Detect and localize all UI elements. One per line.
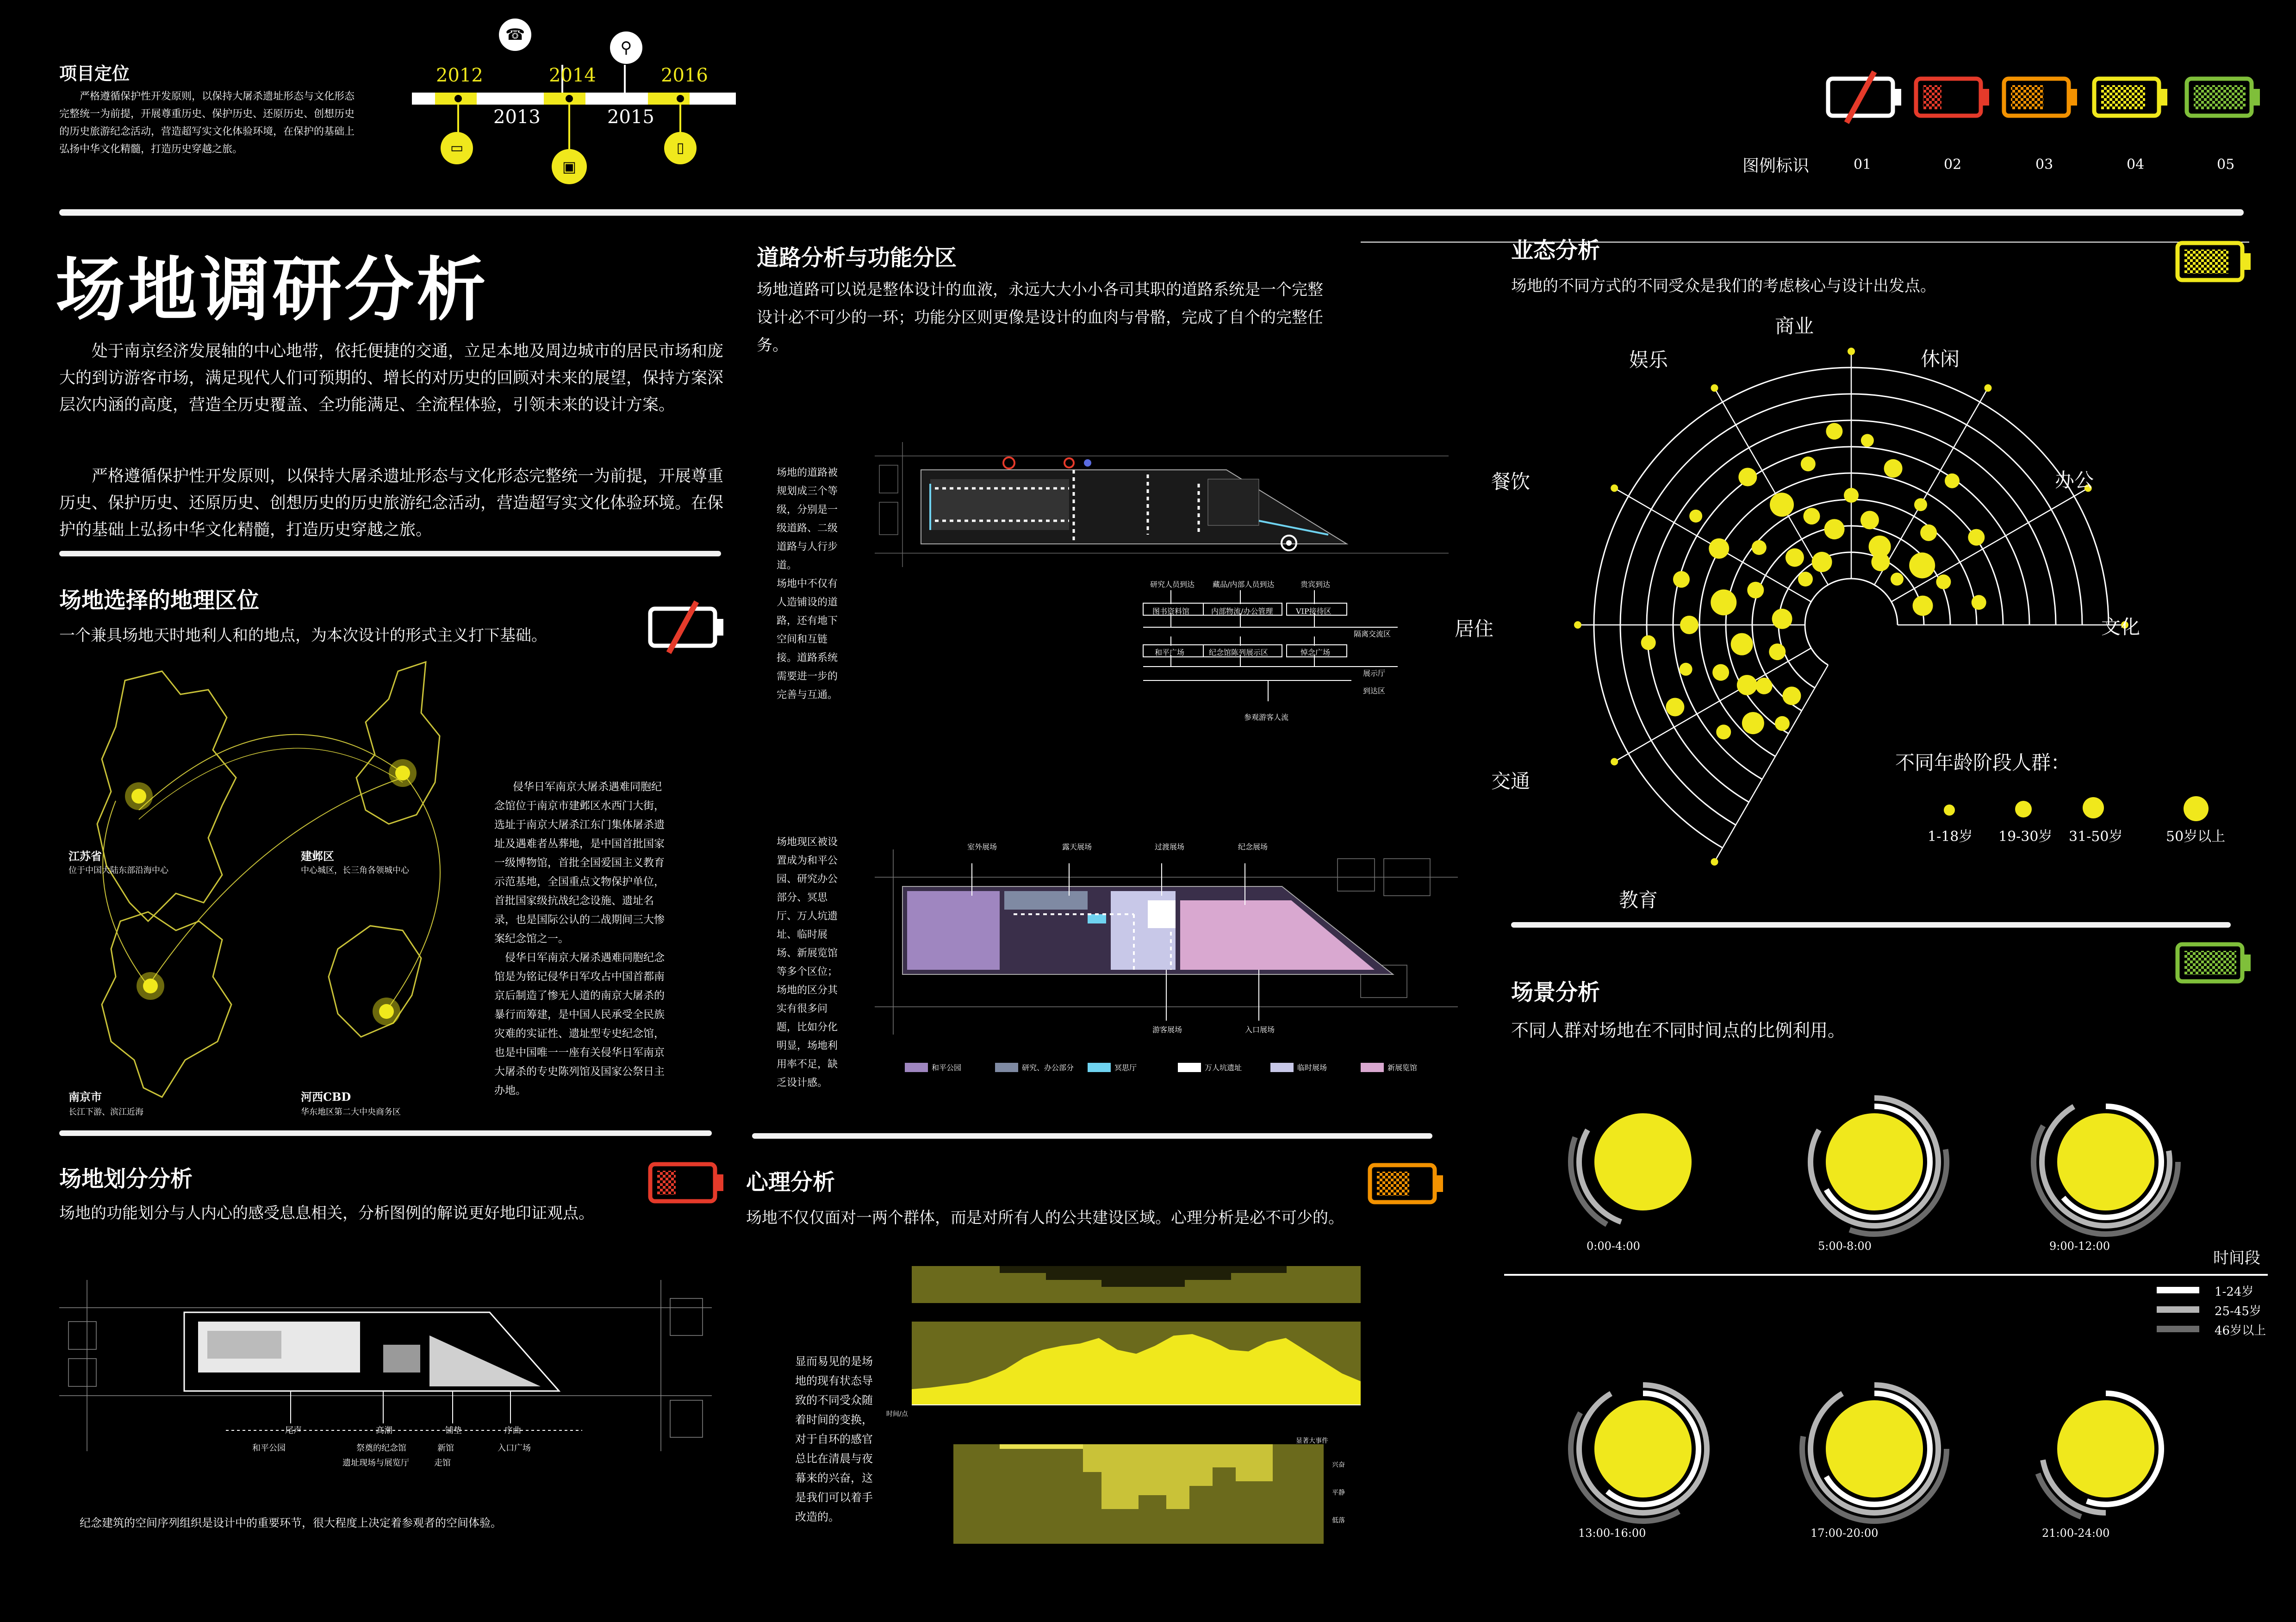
psych-chart xyxy=(907,1261,1370,1419)
phone-icon: ☎ xyxy=(499,19,531,51)
scene-legend-swatch-1 xyxy=(2157,1287,2199,1293)
axis-label-yule: 娱乐 xyxy=(1629,349,1668,371)
main-paragraph-2: 严格遵循保护性开发原则，以保持大屠杀遗址形态与文化形态完整统一为前提，开展尊重历史、保护历史、还原历史、创想历史的历史旅游纪念活动，营造超写实文化体验环境。在保护的基础上弘扬中华文化精髓，打造历史穿越之旅。 xyxy=(59,467,724,539)
radar-dot xyxy=(1747,582,1764,599)
year-2015: 2015 xyxy=(607,106,654,128)
search-icon: ⚲ xyxy=(610,31,642,64)
psych-chart-2 xyxy=(949,1440,1328,1546)
road-heading: 道路分析与功能分区 xyxy=(757,245,957,271)
scene-time-4: 13:00-16:00 xyxy=(1578,1527,1646,1540)
axis-label-canyin: 餐饮 xyxy=(1491,470,1531,493)
zone-plan xyxy=(875,849,1458,1035)
battery-01-icon xyxy=(643,593,736,657)
zone-bottom-2: 入口展场 xyxy=(1245,1025,1275,1034)
battery-04-icon xyxy=(2171,231,2263,292)
division-seq-3: 新馆 xyxy=(437,1443,454,1453)
axis-label-bangong: 办公 xyxy=(2055,469,2094,492)
flow-mid-1: 图书资料馆 xyxy=(1152,607,1190,616)
radar-dot xyxy=(1844,488,1859,503)
location-desc: 侵华日军南京大屠杀遇难同胞纪念馆位于南京市建邺区水西门大街，选址于南京大屠杀江东门集体屠杀遗址及遇难者丛葬地，是中国首批国家一级博物馆，首批全国爱国主义教育示范基地，全国重点文物保护单位，首批国家级抗战纪念设施、遗址名录，也是国际公认的二战期间三大惨案纪念馆之一。 侵华日军南京大屠杀遇难同胞纪念馆是为铭记侵华日军攻占中国首都南京后制造了惨无人道的南京大屠杀的暴行而筹建，是中国人民承受全民族灾难的实证性、遗址型专史纪念馆，也是中国唯一一座有关侵华日军南京大屠杀的专史陈列馆及国家公祭日主办地。 xyxy=(494,781,665,1097)
legend-01: 01 xyxy=(1854,156,1872,173)
flow-mid-3: VIP接待区 xyxy=(1296,607,1332,616)
radar-dot xyxy=(1801,456,1816,471)
zone-top-2: 露天展场 xyxy=(1062,842,1092,851)
axis-label-wenhua: 文化 xyxy=(2101,616,2140,638)
flow-top-3: 贵宾到达 xyxy=(1300,580,1331,589)
loc-label-hexi: 河西CBD xyxy=(301,1090,351,1104)
age-label-3: 31-50岁 xyxy=(2069,829,2123,845)
radar-dot xyxy=(1775,716,1790,731)
flow-mid-2: 内部物流/办公管理 xyxy=(1211,607,1273,616)
radar-dot xyxy=(1673,571,1690,588)
scene-heading: 场景分析 xyxy=(1511,979,1600,1005)
scene-core xyxy=(1826,1113,1923,1210)
age-title: 不同年龄阶段人群： xyxy=(1895,751,2071,774)
scene-time-1: 0:00-4:00 xyxy=(1587,1240,1640,1253)
loc-desc-hexi: 华东地区第二大中央商务区 xyxy=(301,1107,401,1117)
legend-04: 04 xyxy=(2127,156,2145,173)
age-dot-2 xyxy=(2015,801,2032,817)
laptop-icon: ▭ xyxy=(441,132,473,164)
divider-mid xyxy=(752,1133,1432,1139)
zone-legend-4: 万人坑遗址 xyxy=(1205,1063,1242,1072)
psych2-row-3: 低落 xyxy=(1332,1517,1345,1524)
battery-05-icon xyxy=(2187,79,2260,116)
legend-03: 03 xyxy=(2035,156,2053,173)
battery-03-icon xyxy=(1363,1154,1456,1214)
zone-swatch-5 xyxy=(1270,1063,1294,1072)
radar-dot xyxy=(1824,519,1845,539)
location-map xyxy=(69,643,541,1129)
zone-legend-6: 新展览馆 xyxy=(1388,1063,1418,1072)
division-seq-1: 和平公园 xyxy=(252,1443,286,1453)
zone-legend xyxy=(905,1061,1460,1075)
psych-heading: 心理分析 xyxy=(746,1169,835,1195)
radar-dot xyxy=(1731,633,1753,655)
age-dot-4 xyxy=(2184,796,2209,821)
division-label-1: 尾声 xyxy=(285,1426,302,1435)
radar-dot xyxy=(1641,635,1656,650)
scene-core xyxy=(1826,1400,1923,1497)
zone-top-3: 过渡展场 xyxy=(1155,842,1185,851)
radar-dot xyxy=(1769,643,1786,660)
loc-desc-jianye: 中心城区，长三角各领城中心 xyxy=(301,866,409,875)
flow-right-1: 隔离交流区 xyxy=(1354,630,1391,638)
division-seq-4: 入口广场 xyxy=(498,1443,531,1453)
project-heading: 项目定位 xyxy=(59,63,130,84)
battery-03-icon xyxy=(2004,79,2077,116)
battery-04-icon xyxy=(2094,79,2167,116)
flow-top-1: 研究人员到达 xyxy=(1150,580,1195,589)
age-label-4: 50岁以上 xyxy=(2166,829,2226,845)
radar-dot xyxy=(1770,493,1794,517)
radar-dot xyxy=(1884,459,1903,478)
radar-axis-end xyxy=(1611,485,1618,492)
year-2013: 2013 xyxy=(493,106,541,128)
radar-dot xyxy=(1738,468,1757,487)
axis-label-xiuxian: 休闲 xyxy=(1921,348,1960,370)
year-2014: 2014 xyxy=(549,65,596,86)
division-text: 场地的功能划分与人内心的感受息息相关，分析图例的解说更好地印证观点。 xyxy=(59,1204,594,1223)
radar-dot xyxy=(1914,498,1927,511)
zone-swatch-4 xyxy=(1178,1063,1201,1072)
battery-01-icon xyxy=(1828,72,1901,123)
road-side-2: 场地现区被设置成为和平公园、研究办公部分、冥思厅、万人坑遗址、临时展场、新展览馆等多个区位； 场地的区分其实有很多问题，比如分化明显，场地利用率不足，缺乏设计感。 xyxy=(777,836,838,1089)
radar-dot xyxy=(1803,508,1820,524)
scene-time-3: 9:00-12:00 xyxy=(2049,1240,2110,1253)
radar-dot xyxy=(1712,664,1729,681)
zone-top-1: 室外展场 xyxy=(967,842,997,851)
flow-bottom: 参观游客人流 xyxy=(1244,713,1289,722)
radar-axis-end xyxy=(1985,384,1992,392)
division-label-2: 高潮 xyxy=(376,1426,392,1435)
project-text: 严格遵循保护性开发原则，以保持大屠杀遗址形态与文化形态完整统一为前提，开展尊重历史、保护历史、还原历史、创想历史的历史旅游纪念活动，营造超写实文化体验环境，在保护的基础上弘扬中华文化精髓，打造历史穿越之旅。 xyxy=(59,91,355,155)
radar-dot xyxy=(1742,712,1764,734)
road-side-1: 场地的道路被规划成三个等级，分别是一级道路、二级道路与人行步道。 场地中不仅有人造铺设的道路，还有地下空间和互链接。道路系统需要进一步的完善与互通。 xyxy=(777,467,838,701)
radar-dot xyxy=(1709,538,1729,559)
radar-axis-end xyxy=(1711,858,1718,866)
radar-ring xyxy=(1805,579,1898,665)
scene-clocks xyxy=(1504,1065,2268,1574)
main-paragraph-1: 处于南京经济发展轴的中心地带，依托便捷的交通，立足本地及周边城市的居民市场和庞大的到访游客市场，满足现代人们可预期的、增长的对历史的回顾对未来的展望，保持方案深层次内涵的高度，营造全历史覆盖、全功能满足、全流程体验，引领未来的设计方案。 xyxy=(59,342,724,414)
division-label-3: 铺垫 xyxy=(445,1426,462,1435)
scene-legend-title: 时间段 xyxy=(2213,1249,2260,1267)
radar-dot xyxy=(1826,423,1842,440)
psych2-row-1: 兴奋 xyxy=(1332,1461,1345,1469)
zone-legend-5: 临时展场 xyxy=(1297,1063,1327,1072)
radar-dot xyxy=(1871,553,1890,571)
radar-dot xyxy=(1786,548,1804,567)
road-text: 场地道路可以说是整体设计的血液，永远大大小小各司其职的道路系统是一个完整设计必不可少的一环；功能分区则更像是设计的血肉与骨骼，完成了自个的完整任务。 xyxy=(757,281,1323,355)
zone-swatch-3 xyxy=(1088,1063,1111,1072)
radar-dot xyxy=(1737,675,1757,695)
zone-legend-3: 冥思厅 xyxy=(1114,1063,1137,1072)
battery-02-icon xyxy=(1916,79,1989,116)
radar-axis-end xyxy=(1711,384,1718,392)
battery-05-icon xyxy=(2171,933,2263,993)
radar-axis-end xyxy=(1611,758,1618,766)
radar-axis-end xyxy=(1574,621,1581,629)
loc-desc-nanjing: 长江下游、滨江近海 xyxy=(68,1107,143,1117)
year-2016: 2016 xyxy=(661,65,708,86)
radar-dot xyxy=(1945,474,1960,488)
radar-dot xyxy=(1752,540,1767,555)
scene-time-2: 5:00-8:00 xyxy=(1818,1240,1872,1253)
location-sub: 一个兼具场地天时地利人和的地点，为本次设计的形式主义打下基础。 xyxy=(59,626,547,645)
legend-label: 图例标识 xyxy=(1742,156,1810,175)
zone-swatch-2 xyxy=(995,1063,1018,1072)
scene-legend-1: 1-24岁 xyxy=(2215,1285,2254,1299)
page-title: 场地调研分析 xyxy=(56,249,489,331)
battery-02-icon xyxy=(643,1153,736,1213)
zone-swatch-6 xyxy=(1361,1063,1384,1072)
axis-label-jiaotong: 交通 xyxy=(1491,770,1531,792)
header-divider xyxy=(59,209,2244,216)
zone-swatch-1 xyxy=(905,1063,928,1072)
legend-batteries xyxy=(1823,65,2263,130)
radar-dot xyxy=(1812,552,1832,572)
scene-time-5: 17:00-20:00 xyxy=(1811,1527,1879,1540)
flow-row3-1: 和平广场 xyxy=(1155,648,1185,657)
radar-dot xyxy=(1680,663,1692,676)
radar-dot xyxy=(1913,596,1933,616)
divider-left-1 xyxy=(59,551,721,556)
radar-dot xyxy=(1680,616,1699,634)
zone-legend-2: 研究、办公部分 xyxy=(1022,1063,1074,1072)
scene-core xyxy=(2057,1400,2154,1497)
legend-05: 05 xyxy=(2217,156,2235,173)
radar-dot xyxy=(1711,589,1736,615)
scene-core xyxy=(1594,1113,1692,1210)
mobile-icon: ▯ xyxy=(664,132,697,164)
legend-02: 02 xyxy=(1944,156,1962,173)
business-text: 场地的不同方式的不同受众是我们的考虑核心与设计出发点。 xyxy=(1511,277,1936,295)
radar-dot xyxy=(1920,524,1937,541)
division-caption: 纪念建筑的空间序列组织是设计中的重要环节，很大程度上决定着参观者的空间体验。 xyxy=(80,1516,502,1529)
divider-left-2 xyxy=(59,1130,712,1136)
age-dot-3 xyxy=(2083,797,2104,818)
division-seq2-1: 遗址现场与展览厅 xyxy=(342,1458,409,1468)
loc-label-nanjing: 南京市 xyxy=(68,1090,102,1104)
age-dot-1 xyxy=(1944,805,1955,816)
flow-row3-2: 纪念馆陈列展示区 xyxy=(1209,648,1269,657)
scene-text: 不同人群对场地在不同时间点的比例利用。 xyxy=(1511,1020,1846,1041)
division-label-4: 序曲 xyxy=(504,1426,521,1435)
flow-row3-3: 悼念广场 xyxy=(1300,648,1331,657)
psych-text: 场地不仅仅面对一两个群体，而是对所有人的公共建设区域。心理分析是必不可少的。 xyxy=(746,1209,1344,1227)
zone-legend-1: 和平公园 xyxy=(932,1063,962,1072)
scene-time-6: 21:00-24:00 xyxy=(2042,1527,2110,1540)
loc-label-jianye: 建邺区 xyxy=(301,849,334,863)
radar-dot xyxy=(1909,552,1935,578)
flow-top-2: 藏品/内部人员到达 xyxy=(1213,580,1275,589)
radar-dot xyxy=(1716,724,1731,739)
scene-divider xyxy=(1504,1274,2268,1276)
division-seq-2: 祭奠的纪念馆 xyxy=(356,1443,406,1453)
division-heading: 场地划分分析 xyxy=(59,1166,193,1192)
axis-label-shangye: 商业 xyxy=(1775,315,1814,337)
division-seq2-2: 走馆 xyxy=(434,1458,451,1468)
flow-right-2: 展示厅 xyxy=(1363,669,1386,678)
scene-legend-2: 25-45岁 xyxy=(2215,1304,2261,1318)
axis-label-jiaoyu: 教育 xyxy=(1619,889,1658,911)
scene-core xyxy=(1594,1400,1692,1497)
radar-dot xyxy=(1968,529,1985,546)
scene-legend-3: 46岁以上 xyxy=(2215,1324,2266,1338)
zone-bottom-1: 游客展场 xyxy=(1152,1025,1182,1034)
flow-right-3: 到达区 xyxy=(1363,686,1386,695)
psych-side: 显而易见的是场地的现有状态导致的不同受众随着时间的变换，对于自环的感官总比在清晨与夜幕来的兴奋，这是我们可以着手改造的。 xyxy=(795,1355,873,1523)
radar-dot xyxy=(1689,510,1702,523)
radar-dot xyxy=(1756,678,1773,694)
axis-label-juzhu: 居住 xyxy=(1455,618,1494,640)
road-plan xyxy=(875,442,1449,567)
radar-dot xyxy=(1772,609,1792,629)
radar-dot xyxy=(1860,511,1879,529)
year-2012: 2012 xyxy=(436,65,483,86)
location-heading: 场地选择的地理区位 xyxy=(59,587,260,613)
radar-dot xyxy=(1936,574,1951,589)
age-label-1: 1-18岁 xyxy=(1928,829,1973,845)
radar-dot xyxy=(1666,698,1684,716)
radar-dot xyxy=(1972,595,1986,610)
business-top-line xyxy=(1361,242,2249,243)
radar-dot xyxy=(1798,572,1813,586)
monitor-icon: ▣ xyxy=(552,149,587,184)
psych2-row-2: 平静 xyxy=(1332,1489,1345,1497)
scene-core xyxy=(2057,1113,2154,1210)
psych2-header: 显著大事件 xyxy=(1296,1437,1328,1445)
radar-dot xyxy=(1891,573,1904,586)
zone-top-4: 纪念展场 xyxy=(1238,842,1268,851)
scene-legend-swatch-3 xyxy=(2157,1326,2199,1332)
loc-label-jiangsu: 江苏省 xyxy=(68,849,102,863)
radar-dot xyxy=(1861,434,1874,447)
business-heading: 业态分析 xyxy=(1511,237,1600,263)
psych-axis-label: 时间/点 xyxy=(886,1410,908,1418)
divider-right xyxy=(1511,922,2231,928)
scene-legend-swatch-2 xyxy=(2157,1306,2199,1313)
loc-desc-jiangsu: 位于中国大陆东部沿海中心 xyxy=(68,866,168,875)
age-label-2: 19-30岁 xyxy=(1998,829,2053,845)
radar-dot xyxy=(1782,686,1801,705)
radar-axis-end xyxy=(1848,348,1855,355)
